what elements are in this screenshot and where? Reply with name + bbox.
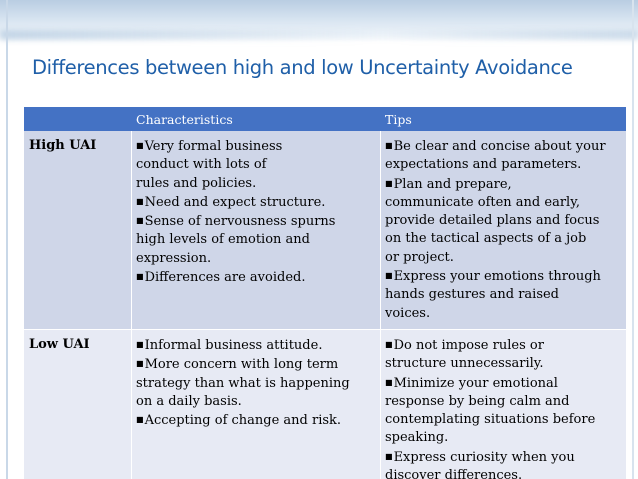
list-item-line: provide detailed plans and focus bbox=[385, 213, 600, 229]
high-uai-tips-list bbox=[385, 137, 606, 323]
list-item bbox=[385, 137, 606, 175]
header-cell-tips: Tips bbox=[385, 112, 412, 127]
square-bullet-icon: ■ bbox=[136, 141, 144, 150]
list-item-line: communicate often and early, bbox=[385, 194, 580, 210]
list-item bbox=[136, 411, 350, 430]
square-bullet-icon: ■ bbox=[136, 359, 144, 369]
column-divider-2 bbox=[380, 131, 381, 479]
list-item bbox=[136, 137, 335, 193]
list-item bbox=[385, 267, 606, 323]
square-bullet-icon: ■ bbox=[136, 415, 144, 425]
high-uai-characteristics-list bbox=[136, 137, 335, 287]
list-item-line: conduct with lots of bbox=[136, 157, 267, 173]
list-item-line: or project. bbox=[385, 249, 454, 265]
list-item bbox=[385, 448, 595, 479]
low-uai-characteristics-list bbox=[136, 336, 350, 430]
list-item bbox=[385, 374, 595, 448]
column-divider-1 bbox=[131, 131, 132, 479]
square-bullet-icon: ■ bbox=[385, 451, 393, 461]
square-bullet-icon: ■ bbox=[136, 272, 144, 282]
slide-title: Differences between high and low Uncertainty Avoidance bbox=[32, 56, 573, 79]
square-bullet-icon: ■ bbox=[385, 271, 393, 281]
list-item-line: ■Be clear and concise about your bbox=[385, 139, 606, 154]
list-item bbox=[136, 212, 335, 268]
table-row-high-uai bbox=[24, 131, 626, 329]
list-item-line: ■Express curiosity when you bbox=[385, 449, 575, 465]
left-border-line bbox=[6, 0, 8, 479]
square-bullet-icon: ■ bbox=[385, 340, 393, 349]
list-item-line: expectations and parameters. bbox=[385, 157, 582, 173]
list-item-line: hands gestures and raised bbox=[385, 287, 560, 303]
list-item bbox=[136, 336, 350, 355]
square-bullet-icon: ■ bbox=[385, 141, 393, 150]
list-item-line: strategy than what is happening bbox=[136, 375, 350, 391]
list-item-line: ■Minimize your emotional bbox=[385, 375, 558, 391]
list-item bbox=[136, 355, 350, 411]
list-item-line: response by being calm and bbox=[385, 393, 570, 409]
square-bullet-icon: ■ bbox=[385, 377, 393, 387]
row-label-high-uai: High UAI bbox=[29, 138, 97, 153]
list-item-line: structure unnecessarily. bbox=[385, 356, 544, 372]
list-item-line: ■Accepting of change and risk. bbox=[136, 413, 342, 429]
square-bullet-icon: ■ bbox=[136, 196, 144, 206]
list-item-line: high levels of emotion and bbox=[136, 232, 310, 248]
list-item-line: rules and policies. bbox=[136, 175, 257, 191]
square-bullet-icon: ■ bbox=[385, 178, 393, 188]
list-item bbox=[136, 268, 335, 287]
list-item-line: on a daily basis. bbox=[136, 393, 242, 409]
list-item-line: discover differences. bbox=[385, 468, 523, 479]
list-item bbox=[385, 336, 595, 374]
list-item bbox=[385, 175, 606, 267]
right-border-line bbox=[632, 0, 634, 479]
list-item-line: contemplating situations before bbox=[385, 412, 596, 428]
list-item-line: ■Differences are avoided. bbox=[136, 270, 306, 286]
list-item-line: expression. bbox=[136, 250, 212, 266]
comparison-table bbox=[24, 107, 626, 479]
top-decorative-band bbox=[0, 0, 638, 42]
row-label-low-uai: Low UAI bbox=[29, 337, 90, 352]
square-bullet-icon: ■ bbox=[136, 340, 144, 349]
square-bullet-icon: ■ bbox=[136, 216, 144, 226]
list-item-line: ■Plan and prepare, bbox=[385, 176, 512, 192]
low-uai-tips-list bbox=[385, 336, 595, 479]
list-item-line: speaking. bbox=[385, 430, 449, 446]
list-item-line: ■More concern with long term bbox=[136, 357, 339, 373]
list-item-line: ■Very formal business bbox=[136, 139, 283, 154]
list-item-line: voices. bbox=[385, 305, 431, 321]
table-header-row bbox=[24, 107, 626, 131]
table-row-low-uai bbox=[24, 330, 626, 479]
list-item-line: ■Need and expect structure. bbox=[136, 194, 326, 210]
list-item-line: on the tactical aspects of a job bbox=[385, 231, 587, 247]
list-item bbox=[136, 193, 335, 212]
header-cell-characteristics: Characteristics bbox=[136, 112, 233, 127]
list-item-line: ■Sense of nervousness spurns bbox=[136, 214, 336, 230]
list-item-line: ■Do not impose rules or bbox=[385, 338, 544, 353]
list-item-line: ■Express your emotions through bbox=[385, 269, 601, 285]
list-item-line: ■Informal business attitude. bbox=[136, 338, 323, 353]
